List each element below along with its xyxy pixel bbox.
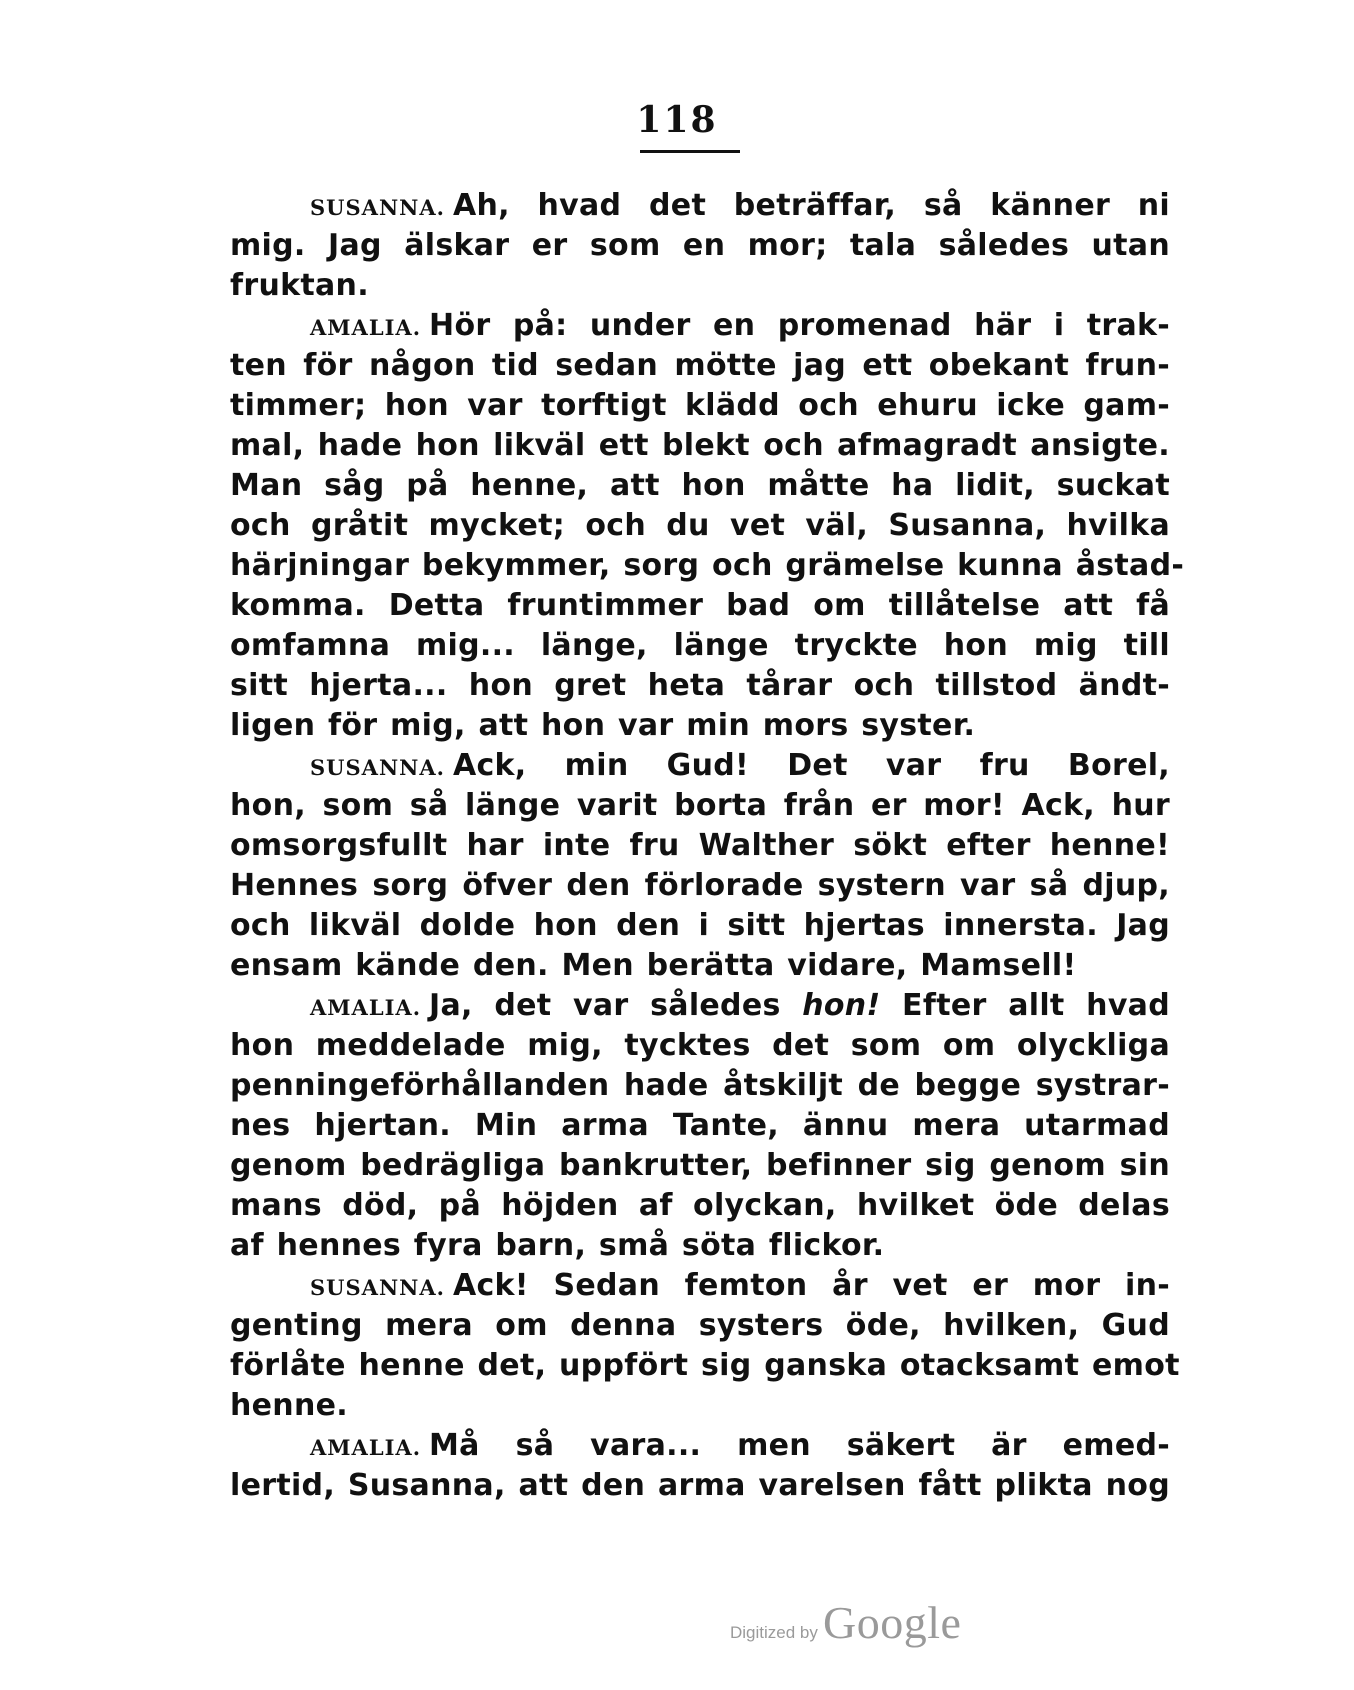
line-text: mans död, på höjden af olyckan, hvilket öde delas <box>230 1188 1170 1223</box>
line-text: omsorgsfullt har inte fru Walther sökt efter henne! <box>230 828 1170 863</box>
line-text: fruktan. <box>230 268 369 303</box>
text-line <box>230 1066 1170 1106</box>
text-line <box>230 386 1170 426</box>
line-text: sitt hjerta... hon gret heta tårar och tillstod ändt- <box>230 668 1170 703</box>
line-text: förlåte henne det, uppfört sig ganska otacksamt emot <box>230 1348 1180 1383</box>
line-text: Man såg på henne, att hon måtte ha lidit, suckat <box>230 468 1170 503</box>
speaker-name: AMALIA. <box>310 1435 422 1460</box>
line-text: penningeförhållanden hade åtskiljt de begge systrar- <box>230 1068 1170 1103</box>
line-text: Hör på: under en promenad här i trak- <box>429 308 1170 343</box>
text-line <box>230 1026 1170 1066</box>
text-line <box>230 346 1170 386</box>
text-line <box>230 1266 1170 1306</box>
text-line <box>230 306 1170 346</box>
text-line <box>230 1466 1170 1506</box>
line-text: nes hjertan. Min arma Tante, ännu mera utarmad <box>230 1108 1170 1143</box>
text-line <box>230 1146 1170 1186</box>
line-text: Ja, det var således <box>429 988 803 1023</box>
line-text: af hennes fyra barn, små söta flickor. <box>230 1228 885 1263</box>
text-line <box>230 506 1170 546</box>
text-line <box>230 1386 1170 1426</box>
line-text: omfamna mig... länge, länge tryckte hon mig till <box>230 628 1170 663</box>
text-line <box>230 906 1170 946</box>
line-text: Ack, min Gud! Det var fru Borel, <box>452 748 1170 783</box>
text-line <box>230 986 1170 1026</box>
dialogue-text <box>230 186 1185 1506</box>
text-line <box>230 466 1170 506</box>
text-line <box>230 786 1170 826</box>
line-text: Ack! Sedan femton år vet er mor in- <box>452 1268 1170 1303</box>
text-line <box>230 546 1185 586</box>
text-line <box>230 1226 1170 1266</box>
text-line <box>230 626 1170 666</box>
digitized-by-label: Digitized by <box>730 1623 818 1642</box>
line-text: Må så vara... men säkert är emed- <box>429 1428 1170 1463</box>
line-text: timmer; hon var torftigt klädd och ehuru icke gam- <box>230 388 1170 423</box>
text-line <box>230 586 1170 626</box>
line-text: genom bedrägliga bankrutter, befinner sig genom sin <box>230 1148 1170 1183</box>
speaker-name: AMALIA. <box>310 315 422 340</box>
page-number: 118 <box>636 99 718 141</box>
text-line <box>230 1426 1170 1466</box>
line-text: hon, som så länge varit borta från er mor! Ack, hur <box>230 788 1170 823</box>
text-line <box>230 266 1170 306</box>
line-text: ensam kände den. Men berätta vidare, Mamsell! <box>230 948 1077 983</box>
speaker-name: AMALIA. <box>310 995 422 1020</box>
text-line <box>230 426 1170 466</box>
line-text: och gråtit mycket; och du vet väl, Susanna, hvilka <box>230 508 1170 543</box>
text-line <box>230 946 1170 986</box>
line-text: ligen för mig, att hon var min mors syster. <box>230 708 976 743</box>
digitized-watermark <box>730 1596 961 1646</box>
line-text: lertid, Susanna, att den arma varelsen fått plikta nog <box>230 1468 1170 1503</box>
text-line <box>230 1346 1180 1386</box>
text-line <box>230 866 1170 906</box>
text-line <box>230 186 1170 226</box>
text-line <box>230 666 1170 706</box>
line-text: Efter allt hvad <box>880 988 1170 1023</box>
line-text: härjningar bekymmer, sorg och grämelse kunna åstad- <box>230 548 1185 583</box>
speaker-name: SUSANNA. <box>310 755 445 780</box>
line-text: mig. Jag älskar er som en mor; tala således utan <box>230 228 1170 263</box>
speaker-name: SUSANNA. <box>310 195 445 220</box>
text-line <box>230 1186 1170 1226</box>
page-number-rule <box>640 150 740 153</box>
text-line <box>230 826 1170 866</box>
line-text: hon meddelade mig, tycktes det som om olyckliga <box>230 1028 1170 1063</box>
line-text: mal, hade hon likväl ett blekt och afmagradt ansigte. <box>230 428 1170 463</box>
emphasized-text: hon! <box>802 988 881 1023</box>
line-text: och likväl dolde hon den i sitt hjertas innersta. Jag <box>230 908 1170 943</box>
text-line <box>230 1106 1170 1146</box>
line-text: Ah, hvad det beträffar, så känner ni <box>452 188 1170 223</box>
line-text: komma. Detta fruntimmer bad om tillåtelse att få <box>230 588 1170 623</box>
text-line <box>230 226 1170 266</box>
text-line <box>230 706 1170 746</box>
line-text: henne. <box>230 1388 348 1423</box>
line-text: Hennes sorg öfver den förlorade systern var så djup, <box>230 868 1170 903</box>
google-logo: Google <box>822 1597 962 1648</box>
line-text: ten för någon tid sedan mötte jag ett obekant frun- <box>230 348 1170 383</box>
text-line <box>230 746 1170 786</box>
text-line <box>230 1306 1170 1346</box>
speaker-name: SUSANNA. <box>310 1275 445 1300</box>
line-text: genting mera om denna systers öde, hvilken, Gud <box>230 1308 1170 1343</box>
